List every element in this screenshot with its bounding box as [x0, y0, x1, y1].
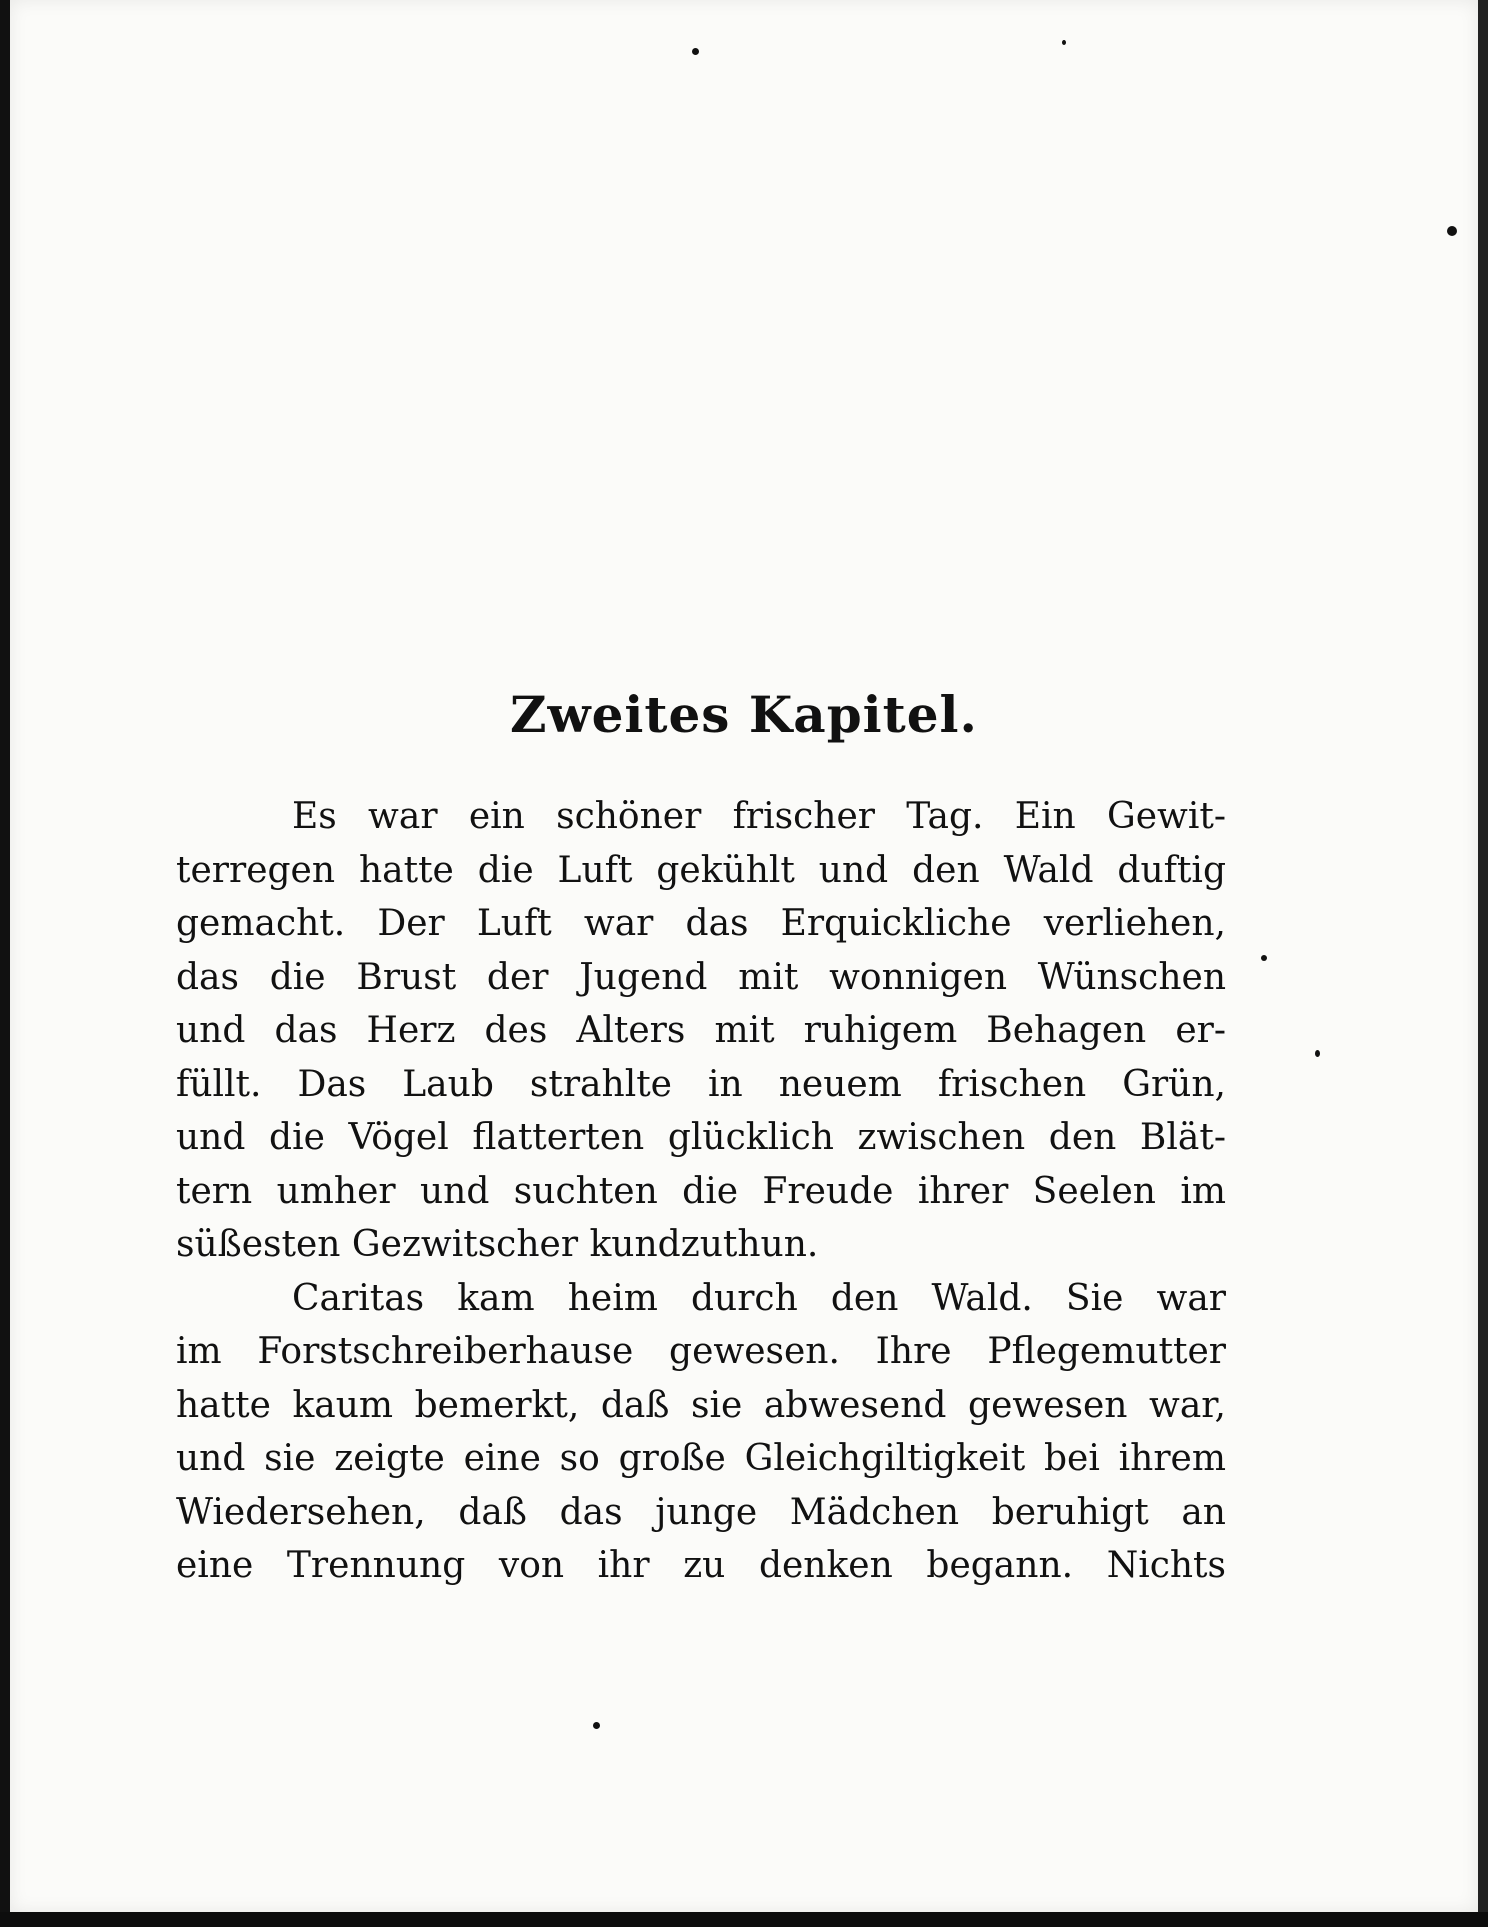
paragraph-2-line-4: und sie zeigte eine so große Gleichgiltigkeit bei ihrem — [176, 1438, 1226, 1479]
book-page — [10, 0, 1478, 1912]
paragraph-2-line-3: hatte kaum bemerkt, daß sie abwesend gewesen war, — [176, 1384, 1226, 1426]
paragraph-1-line-7: und die Vögel flatterten glücklich zwischen den Blät- — [176, 1117, 1226, 1158]
show-through-bleed — [160, 290, 1210, 530]
paragraph-1-line-2: terregen hatte die Luft gekühlt und den Wald duftig — [176, 849, 1226, 891]
scan-speck — [1261, 955, 1267, 961]
paragraph-1-line-3: gemacht. Der Luft war das Erquickliche verliehen, — [176, 903, 1226, 944]
chapter-title: Zweites Kapitel. — [510, 685, 978, 744]
paragraph-1-line-6: füllt. Das Laub strahlte in neuem frischen Grün, — [176, 1063, 1226, 1105]
scan-speck — [1062, 40, 1066, 45]
scan-bottom-edge — [0, 1912, 1488, 1927]
paragraph-1-line-4: das die Brust der Jugend mit wonnigen Wünschen — [176, 956, 1226, 998]
paragraph-1-line-1: Es war ein schöner frischer Tag. Ein Gewit- — [292, 796, 1226, 837]
scan-right-edge — [1478, 0, 1488, 1927]
paragraph-2-line-6: eine Trennung von ihr zu denken begann. Nichts — [176, 1545, 1226, 1586]
paragraph-2-line-5: Wiedersehen, daß das junge Mädchen beruhigt an — [176, 1491, 1226, 1533]
paragraph-2-line-2: im Forstschreiberhause gewesen. Ihre Pflegemutter — [176, 1331, 1226, 1372]
scan-left-edge — [0, 0, 10, 1927]
paragraph-1-line-8: tern umher und suchten die Freude ihrer Seelen im — [176, 1170, 1226, 1212]
scan-speck — [1447, 226, 1457, 236]
body-text — [176, 790, 1226, 1593]
scan-speck — [593, 1722, 600, 1729]
scan-speck — [692, 48, 699, 55]
paragraph-2-line-1: Caritas kam heim durch den Wald. Sie war — [292, 1277, 1226, 1319]
paragraph-1-line-9: süßesten Gezwitscher kundzuthun. — [176, 1224, 819, 1265]
paragraph-1-line-5: und das Herz des Alters mit ruhigem Behagen er- — [176, 1010, 1226, 1051]
scan-speck — [1315, 1050, 1320, 1057]
